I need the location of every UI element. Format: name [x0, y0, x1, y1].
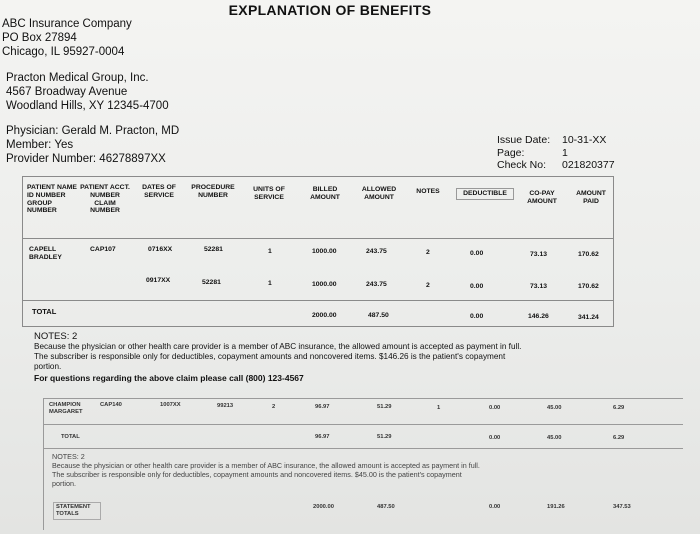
row1-paid: 170.62: [578, 251, 599, 258]
row2-units: 1: [268, 280, 272, 287]
box2-top-border: [43, 398, 683, 399]
insurer-address: [2, 17, 132, 59]
notes1-line1: Because the physician or other health care provider is a member of ABC insurance, the allowed amount is accepted as payment in full.: [34, 342, 522, 351]
notes2-line2: The subscriber is responsible only for deductibles, copayment amounts and noncovered items. $45.00 is the patient's copayment: [52, 470, 462, 479]
header-bottom-border: [22, 238, 614, 239]
row1-billed: 1000.00: [312, 248, 337, 255]
row2-allowed: 243.75: [366, 281, 387, 288]
header-units: UNITS OF SERVICE: [253, 186, 285, 201]
document-title: EXPLANATION OF BENEFITS: [228, 2, 432, 18]
notes2-line3: portion.: [52, 479, 76, 488]
total-top-border: [22, 300, 614, 301]
claim2-date: 1007XX: [160, 402, 181, 408]
table-bottom-border: [22, 326, 614, 327]
header-patient-acct: PATIENT ACCT. NUMBER CLAIM NUMBER: [80, 184, 130, 215]
claim2-paid: 6.29: [613, 405, 625, 411]
physician-info: [6, 124, 179, 166]
page-label: Page:: [497, 146, 525, 159]
row1-copay: 73.13: [530, 251, 548, 258]
issue-date-value: 10-31-XX: [562, 134, 607, 146]
row1-procedure: 52281: [204, 246, 223, 253]
page-value: 1: [562, 146, 568, 159]
box2-left-border: [43, 398, 44, 530]
row1-deductible: 0.00: [470, 250, 484, 257]
notes2-heading: NOTES: 2: [52, 452, 85, 461]
statement-totals-label: STATEMENT TOTALS: [53, 502, 101, 520]
check-label: Check No:: [497, 159, 547, 171]
claim1-total-paid: 341.24: [578, 314, 599, 321]
row1-date: 0716XX: [148, 246, 173, 253]
notes1-line3: portion.: [34, 362, 62, 371]
statement-total-billed: 2000.00: [313, 504, 334, 510]
header-notes: NOTES: [416, 188, 440, 195]
box2-total-border: [43, 448, 683, 449]
provider-address: [6, 71, 169, 113]
row1-notes: 2: [426, 249, 430, 256]
claim2-deductible: 0.00: [489, 405, 501, 411]
claim1-total-billed: 2000.00: [312, 312, 337, 319]
statement-total-copay: 191.26: [547, 504, 565, 510]
provider-name: Practon Medical Group, Inc.: [6, 72, 149, 84]
physician-name: Physician: Gerald M. Practon, MD: [6, 125, 180, 137]
claim1-total-copay: 146.26: [528, 313, 549, 320]
questions-phone: For questions regarding the above claim please call (800) 123-4567: [34, 373, 304, 383]
row2-copay: 73.13: [530, 283, 548, 290]
header-paid: AMOUNT PAID: [576, 190, 606, 205]
row2-billed: 1000.00: [312, 281, 337, 288]
claim1-acct: CAP107: [90, 246, 116, 253]
box2-mid-border: [43, 424, 683, 425]
table-right-border: [613, 176, 614, 327]
row2-deductible: 0.00: [470, 283, 484, 290]
statement-total-allowed: 487.50: [377, 504, 395, 510]
claim2-procedure: 99213: [217, 403, 234, 409]
header-allowed: ALLOWED AMOUNT: [361, 186, 397, 201]
claim2-total-allowed: 51.29: [377, 434, 392, 440]
claim2-total-copay: 45.00: [547, 435, 562, 441]
insurer-name: ABC Insurance Company: [2, 18, 132, 30]
claim2-billed: 96.97: [315, 404, 330, 410]
row1-units: 1: [268, 248, 272, 255]
claim2-total-billed: 96.97: [315, 434, 330, 440]
member-status: Member: Yes: [6, 139, 74, 151]
row2-notes: 2: [426, 282, 430, 289]
statement-total-deductible: 0.00: [489, 504, 501, 510]
claim1-total-allowed: 487.50: [368, 312, 389, 319]
insurer-city: Chicago, IL 95927-0004: [2, 46, 125, 58]
provider-street: 4567 Broadway Avenue: [6, 86, 128, 98]
claim2-units: 2: [272, 404, 276, 410]
claim1-total-label: TOTAL: [32, 307, 57, 316]
header-dates: DATES OF SERVICE: [142, 184, 176, 199]
claim2-acct: CAP140: [100, 402, 122, 408]
claim-table: [22, 176, 614, 326]
row2-date: 0917XX: [146, 277, 171, 284]
row2-procedure: 52281: [202, 279, 221, 286]
provider-number: Provider Number: 46278897XX: [6, 153, 166, 165]
insurer-po-box: PO Box 27894: [2, 32, 77, 44]
claim2-total-deductible: 0.00: [489, 435, 501, 441]
statement-total-paid: 347.53: [613, 504, 631, 510]
claim2-total-paid: 6.29: [613, 435, 625, 441]
notes-section-2: [52, 452, 682, 488]
claim2-total-label: TOTAL: [61, 434, 80, 440]
table-left-border: [22, 176, 23, 327]
header-copay: CO-PAY AMOUNT: [527, 190, 557, 205]
header-deductible: DEDUCTIBLE: [456, 188, 514, 200]
header-patient-name: PATIENT NAME ID NUMBER GROUP NUMBER: [27, 184, 77, 215]
provider-city: Woodland Hills, XY 12345-4700: [6, 100, 169, 112]
notes1-heading: NOTES: 2: [34, 331, 78, 342]
notes2-line1: Because the physician or other health care provider is a member of ABC insurance, the allowed amount is accepted as payment in full.: [52, 461, 480, 470]
notes1-line2: The subscriber is responsible only for deductibles, copayment amounts and noncovered items. $146.26 is the patient's copayment: [34, 352, 506, 361]
claim2-allowed: 51.29: [377, 404, 392, 410]
table-top-border: [22, 176, 614, 177]
claim1-patient: CAPELL BRADLEY: [29, 246, 62, 261]
header-procedure: PROCEDURE NUMBER: [191, 184, 235, 199]
issue-info: [497, 134, 632, 172]
row1-allowed: 243.75: [366, 248, 387, 255]
claim1-total-deductible: 0.00: [470, 313, 484, 320]
header-billed: BILLED AMOUNT: [310, 186, 340, 201]
issue-date-label: Issue Date:: [497, 134, 551, 146]
claim2-patient: CHAMPION MARGARET: [49, 402, 83, 415]
row2-paid: 170.62: [578, 283, 599, 290]
check-value: 021820377: [562, 159, 615, 171]
claim2-notes: 1: [437, 405, 441, 411]
claim2-copay: 45.00: [547, 405, 562, 411]
notes-section-1: [34, 332, 674, 383]
